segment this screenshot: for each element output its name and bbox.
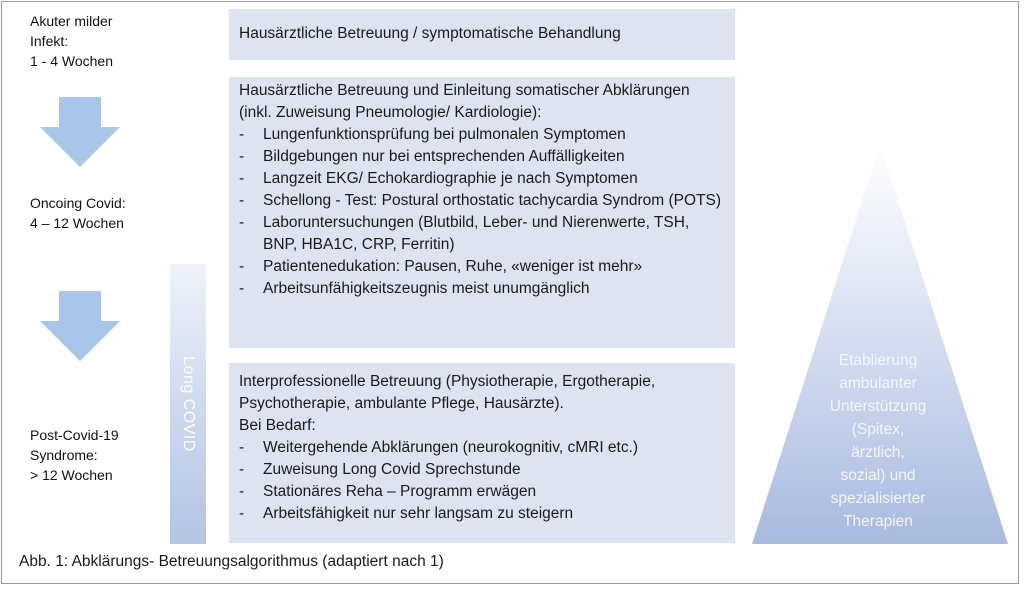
- list-item: - Laboruntersuchungen (Blutbild, Leber- und Nierenwerte, TSH, BNP, HBA1C, CRP, Ferritin): [239, 212, 725, 256]
- list-item: - Arbeitsfähigkeit nur sehr langsam zu steigern: [239, 503, 725, 525]
- box-symptomatic-treatment: [229, 9, 735, 60]
- phase-ongoing-label: Oncoing Covid: 4 – 12 Wochen: [30, 195, 126, 231]
- box-interprofessional-care: [229, 363, 735, 543]
- box-intro: Hausärztliche Betreuung und Einleitung somatischer Abklärungen (inkl. Zuweisung Pneumologie/ Kardiologie):: [239, 82, 690, 121]
- list-item: - Zuweisung Long Covid Sprechstunde: [239, 459, 725, 481]
- figure-caption: Abb. 1: Abklärungs- Betreuungsalgorithmus (adaptiert nach 1): [19, 553, 444, 570]
- workup-list: [239, 124, 725, 300]
- care-list: [239, 437, 725, 525]
- pyramid-label: Etablierung ambulanter Unterstützung (Spitex, ärztlich, sozial) und spezialisierter Therapien: [829, 352, 927, 530]
- list-item: - Arbeitsunfähigkeitszeugnis meist unumgänglich: [239, 278, 725, 300]
- box-somatic-workup: [229, 77, 735, 348]
- list-item: - Weitergehende Abklärungen (neurokognitiv, cMRI etc.): [239, 437, 725, 459]
- down-arrow-icon: [40, 97, 120, 167]
- list-item: - Stationäres Reha – Programm erwägen: [239, 481, 725, 503]
- list-item: - Bildgebungen nur bei entsprechenden Auffälligkeiten: [239, 146, 725, 168]
- box-intro: Interprofessionelle Betreuung (Physiotherapie, Ergotherapie, Psychotherapie, ambulante Pflege, Hausärzte).: [239, 373, 656, 412]
- list-item: - Patientenedukation: Pausen, Ruhe, «weniger ist mehr»: [239, 256, 725, 278]
- phase-post-covid-label: Post-Covid-19 Syndrome: > 12 Wochen: [30, 427, 119, 483]
- long-covid-label: Long COVID: [180, 356, 197, 452]
- long-covid-bar: [170, 264, 206, 544]
- list-item: - Langzeit EKG/ Echokardiographie je nach Symptomen: [239, 168, 725, 190]
- box-subhead: Bei Bedarf:: [239, 417, 316, 434]
- list-item: - Lungenfunktionsprüfung bei pulmonalen Symptomen: [239, 124, 725, 146]
- list-item: - Schellong - Test: Postural orthostatic tachycardia Syndrom (POTS): [239, 190, 725, 212]
- box-text: Hausärztliche Betreuung / symptomatische Behandlung: [239, 25, 621, 42]
- phase-acute-label: Akuter milder Infekt: 1 - 4 Wochen: [30, 13, 114, 69]
- down-arrow-icon: [40, 291, 120, 361]
